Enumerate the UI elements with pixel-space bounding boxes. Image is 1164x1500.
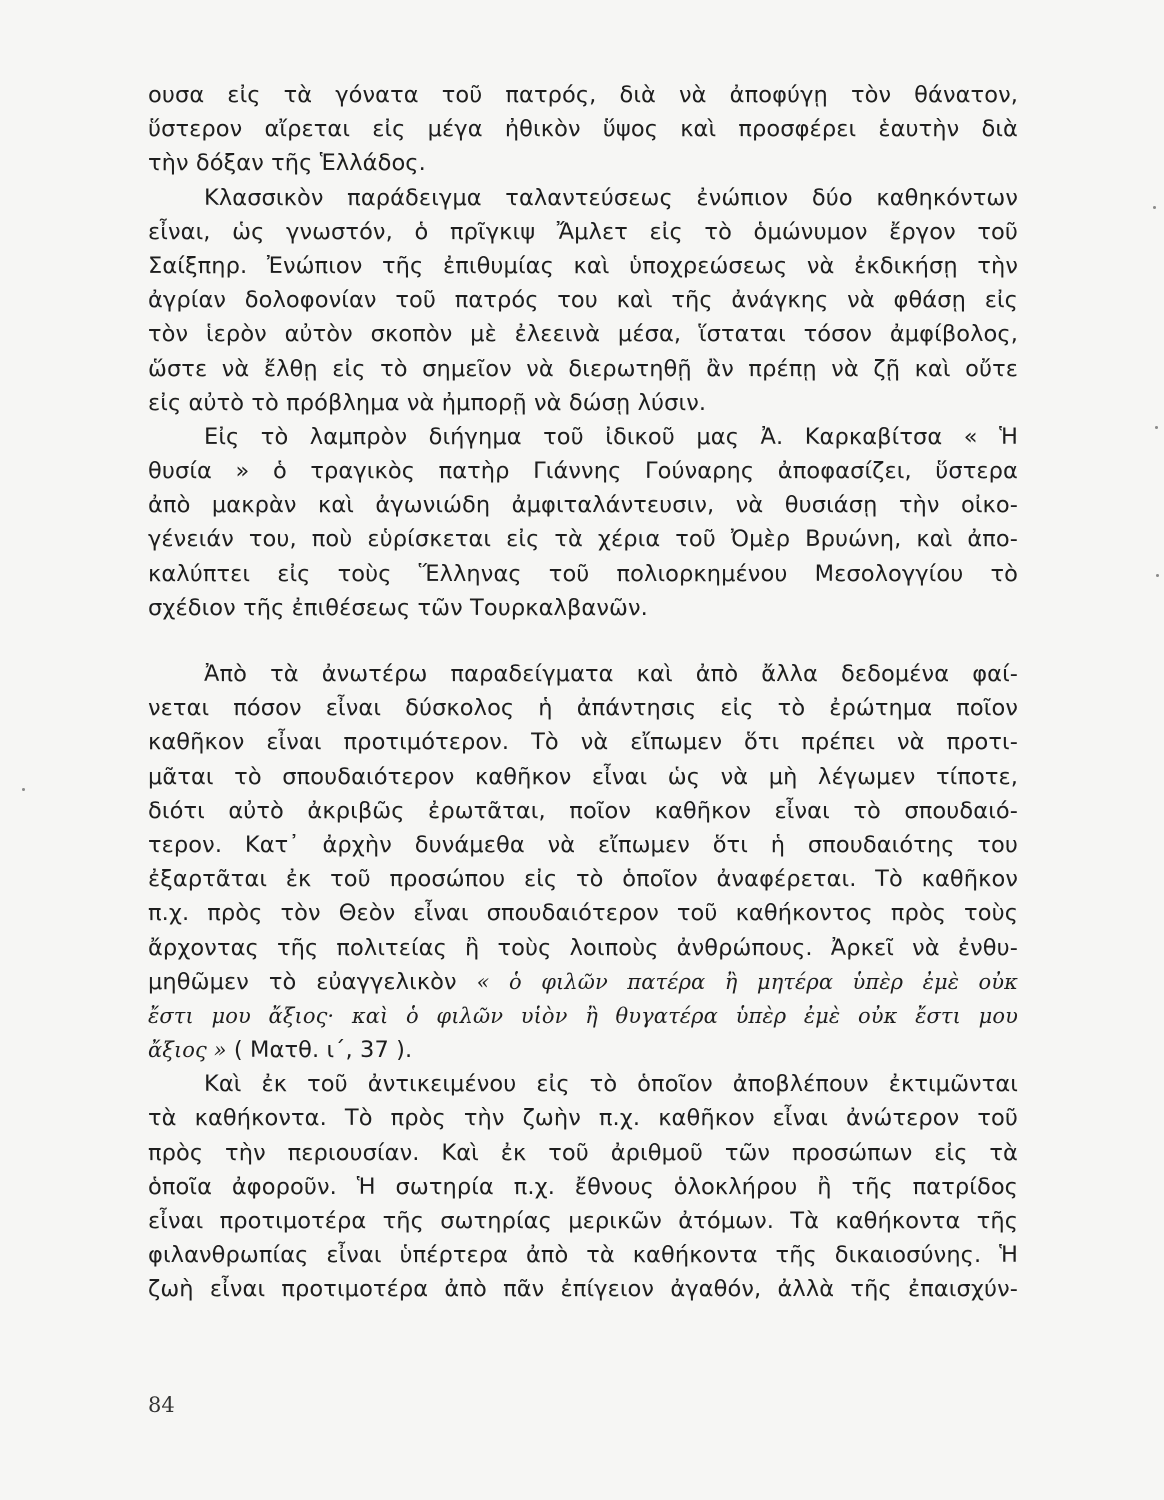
text-line: γένειάν του, ποὺ εὑρίσκεται εἰς τὰ χέρια τοῦ Ὀμὲρ Βρυώνη, καὶ ἀπο- [148,526,1018,553]
page-number: 84 [148,1393,175,1417]
paragraph-start-line: Καὶ ἐκ τοῦ ἀντικειμένου εἰς τὸ ὁποῖον ἀποβλέπουν ἐκτιμῶνται [204,1071,1018,1098]
text-line: πρὸς τὴν περιουσίαν. Καὶ ἐκ τοῦ ἀριθμοῦ τῶν προσώπων εἰς τὰ [148,1139,1018,1166]
text-line: διότι αὐτὸ ἀκριβῶς ἐρωτᾶται, ποῖον καθῆκον εἶναι τὸ σπουδαιό- [148,797,1018,824]
text-line: ἀγρίαν δολοφονίαν τοῦ πατρός του καὶ τῆς ἀνάγκης νὰ φθάσῃ εἰς [148,287,1018,314]
paragraph-start-line: Κλασσικὸν παράδειγμα ταλαντεύσεως ἐνώπιον δύο καθηκόντων [204,184,1018,211]
text-line: ὕστερον αἴρεται εἰς μέγα ἠθικὸν ὕψος καὶ προσφέρει ἑαυτὴν διὰ [148,116,1018,143]
text-line: ουσα εἰς τὰ γόνατα τοῦ πατρός, διὰ νὰ ἀποφύγῃ τὸν θάνατον, [148,82,1018,108]
paragraph-start-line: Ἀπὸ τὰ ἀνωτέρω παραδείγματα καὶ ἀπὸ ἄλλα δεδομένα φαί- [204,661,1018,687]
text-line: καθῆκον εἶναι προτιμότερον. Τὸ νὰ εἴπωμεν ὅτι πρέπει νὰ προτι- [148,729,1018,756]
text-line: θυσία » ὁ τραγικὸς πατὴρ Γιάννης Γούναρης ἀποφασίζει, ὕστερα [148,458,1018,485]
scripture-quote: « ὁ φιλῶν πατέρα ἢ μητέρα ὑπὲρ ἐμὲ οὐκ [476,969,1018,994]
paper-speck [22,788,25,791]
paragraph-start-line: Εἰς τὸ λαμπρὸν διήγημα τοῦ ἰδικοῦ μας Ἀ. Καρκαβίτσα « Ἡ [204,423,1018,450]
text-line: ὥστε νὰ ἔλθῃ εἰς τὸ σημεῖον νὰ διερωτηθῇ ἂν πρέπῃ νὰ ζῇ καὶ οὔτε [148,355,1018,382]
paper-speck [1156,574,1159,577]
text-line: ἀπὸ μακρὰν καὶ ἀγωνιώδη ἀμφιταλάντευσιν, νὰ θυσιάσῃ τὴν οἰκο- [148,492,1018,519]
text-line: ἄρχοντας τῆς πολιτείας ἢ τοὺς λοιποὺς ἀνθρώπους. Ἀρκεῖ νὰ ἐνθυ- [148,934,1018,961]
paragraph-gap [148,625,1018,657]
text-line: καλύπτει εἰς τοὺς Ἕλληνας τοῦ πολιορκημένου Μεσολογγίου τὸ [148,560,1018,587]
scripture-reference: ( Ματθ. ι΄, 37 ). [233,1037,413,1064]
text-line: ἐξαρτᾶται ἐκ τοῦ προσώπου εἰς τὸ ὁποῖον ἀναφέρεται. Τὸ καθῆκον [148,866,1018,893]
text-line: εἶναι προτιμοτέρα τῆς σωτηρίας μερικῶν ἀτόμων. Τὰ καθήκοντα τῆς [148,1208,1018,1234]
text-line: εἶναι, ὡς γνωστόν, ὁ πρῖγκιψ Ἄμλετ εἰς τὸ ὁμώνυμον ἔργον τοῦ [148,218,1018,245]
scripture-quote-line: ἔστι μου ἄξιος· καὶ ὁ φιλῶν υἱὸν ἢ θυγατέρα ὑπὲρ ἐμὲ οὐκ ἔστι μου [148,1003,1018,1028]
paper-speck [1155,426,1158,429]
text-line: φιλανθρωπίας εἶναι ὑπέρτερα ἀπὸ τὰ καθήκοντα τῆς δικαιοσύνης. Ἡ [148,1242,1018,1269]
text-line: ζωὴ εἶναι προτιμοτέρα ἀπὸ πᾶν ἐπίγειον ἀγαθόν, ἀλλὰ τῆς ἐπαισχύν- [148,1276,1018,1303]
body-text [148,78,1018,1307]
text-line: νεται πόσον εἶναι δύσκολος ἡ ἀπάντησις εἰς τὸ ἐρώτημα ποῖον [148,695,1018,722]
text-line: τὰ καθήκοντα. Τὸ πρὸς τὴν ζωὴν π.χ. καθῆκον εἶναι ἀνώτερον τοῦ [148,1105,1018,1132]
text-line: σχέδιον τῆς ἐπιθέσεως τῶν Τουρκαλβανῶν. [148,594,648,621]
text-line: τὸν ἱερὸν αὐτὸν σκοπὸν μὲ ἐλεεινὰ μέσα, ἵσταται τόσον ἀμφίβολος, [148,321,1018,348]
text-line: εἰς αὐτὸ τὸ πρόβλημα νὰ ἠμπορῇ νὰ δώσῃ λύσιν. [148,389,707,416]
text-line: τὴν δόξαν τῆς Ἑλλάδος. [148,150,426,177]
mixed-quote-line [148,1033,1018,1067]
scripture-quote: ἄξιος » [148,1038,227,1063]
text-line: τερον. Κατ᾽ ἀρχὴν δυνάμεθα νὰ εἴπωμεν ὅτι ἡ σπουδαιότης του [148,831,1018,858]
text-fragment: μηθῶμεν τὸ εὐαγγελικὸν [148,968,457,995]
mixed-quote-line [148,965,1018,999]
paper-speck [1153,206,1156,209]
text-line: ὁποῖα ἀφοροῦν. Ἡ σωτηρία π.χ. ἔθνους ὁλοκλήρου ἢ τῆς πατρίδος [148,1173,1018,1200]
text-line: π.χ. πρὸς τὸν Θεὸν εἶναι σπουδαιότερον τοῦ καθήκοντος πρὸς τοὺς [148,900,1018,927]
text-line: μᾶται τὸ σπουδαιότερον καθῆκον εἶναι ὡς νὰ μὴ λέγωμεν τίποτε, [148,763,1018,790]
text-line: Σαίξπηρ. Ἐνώπιον τῆς ἐπιθυμίας καὶ ὑποχρεώσεως νὰ ἐκδικήσῃ τὴν [148,252,1018,279]
